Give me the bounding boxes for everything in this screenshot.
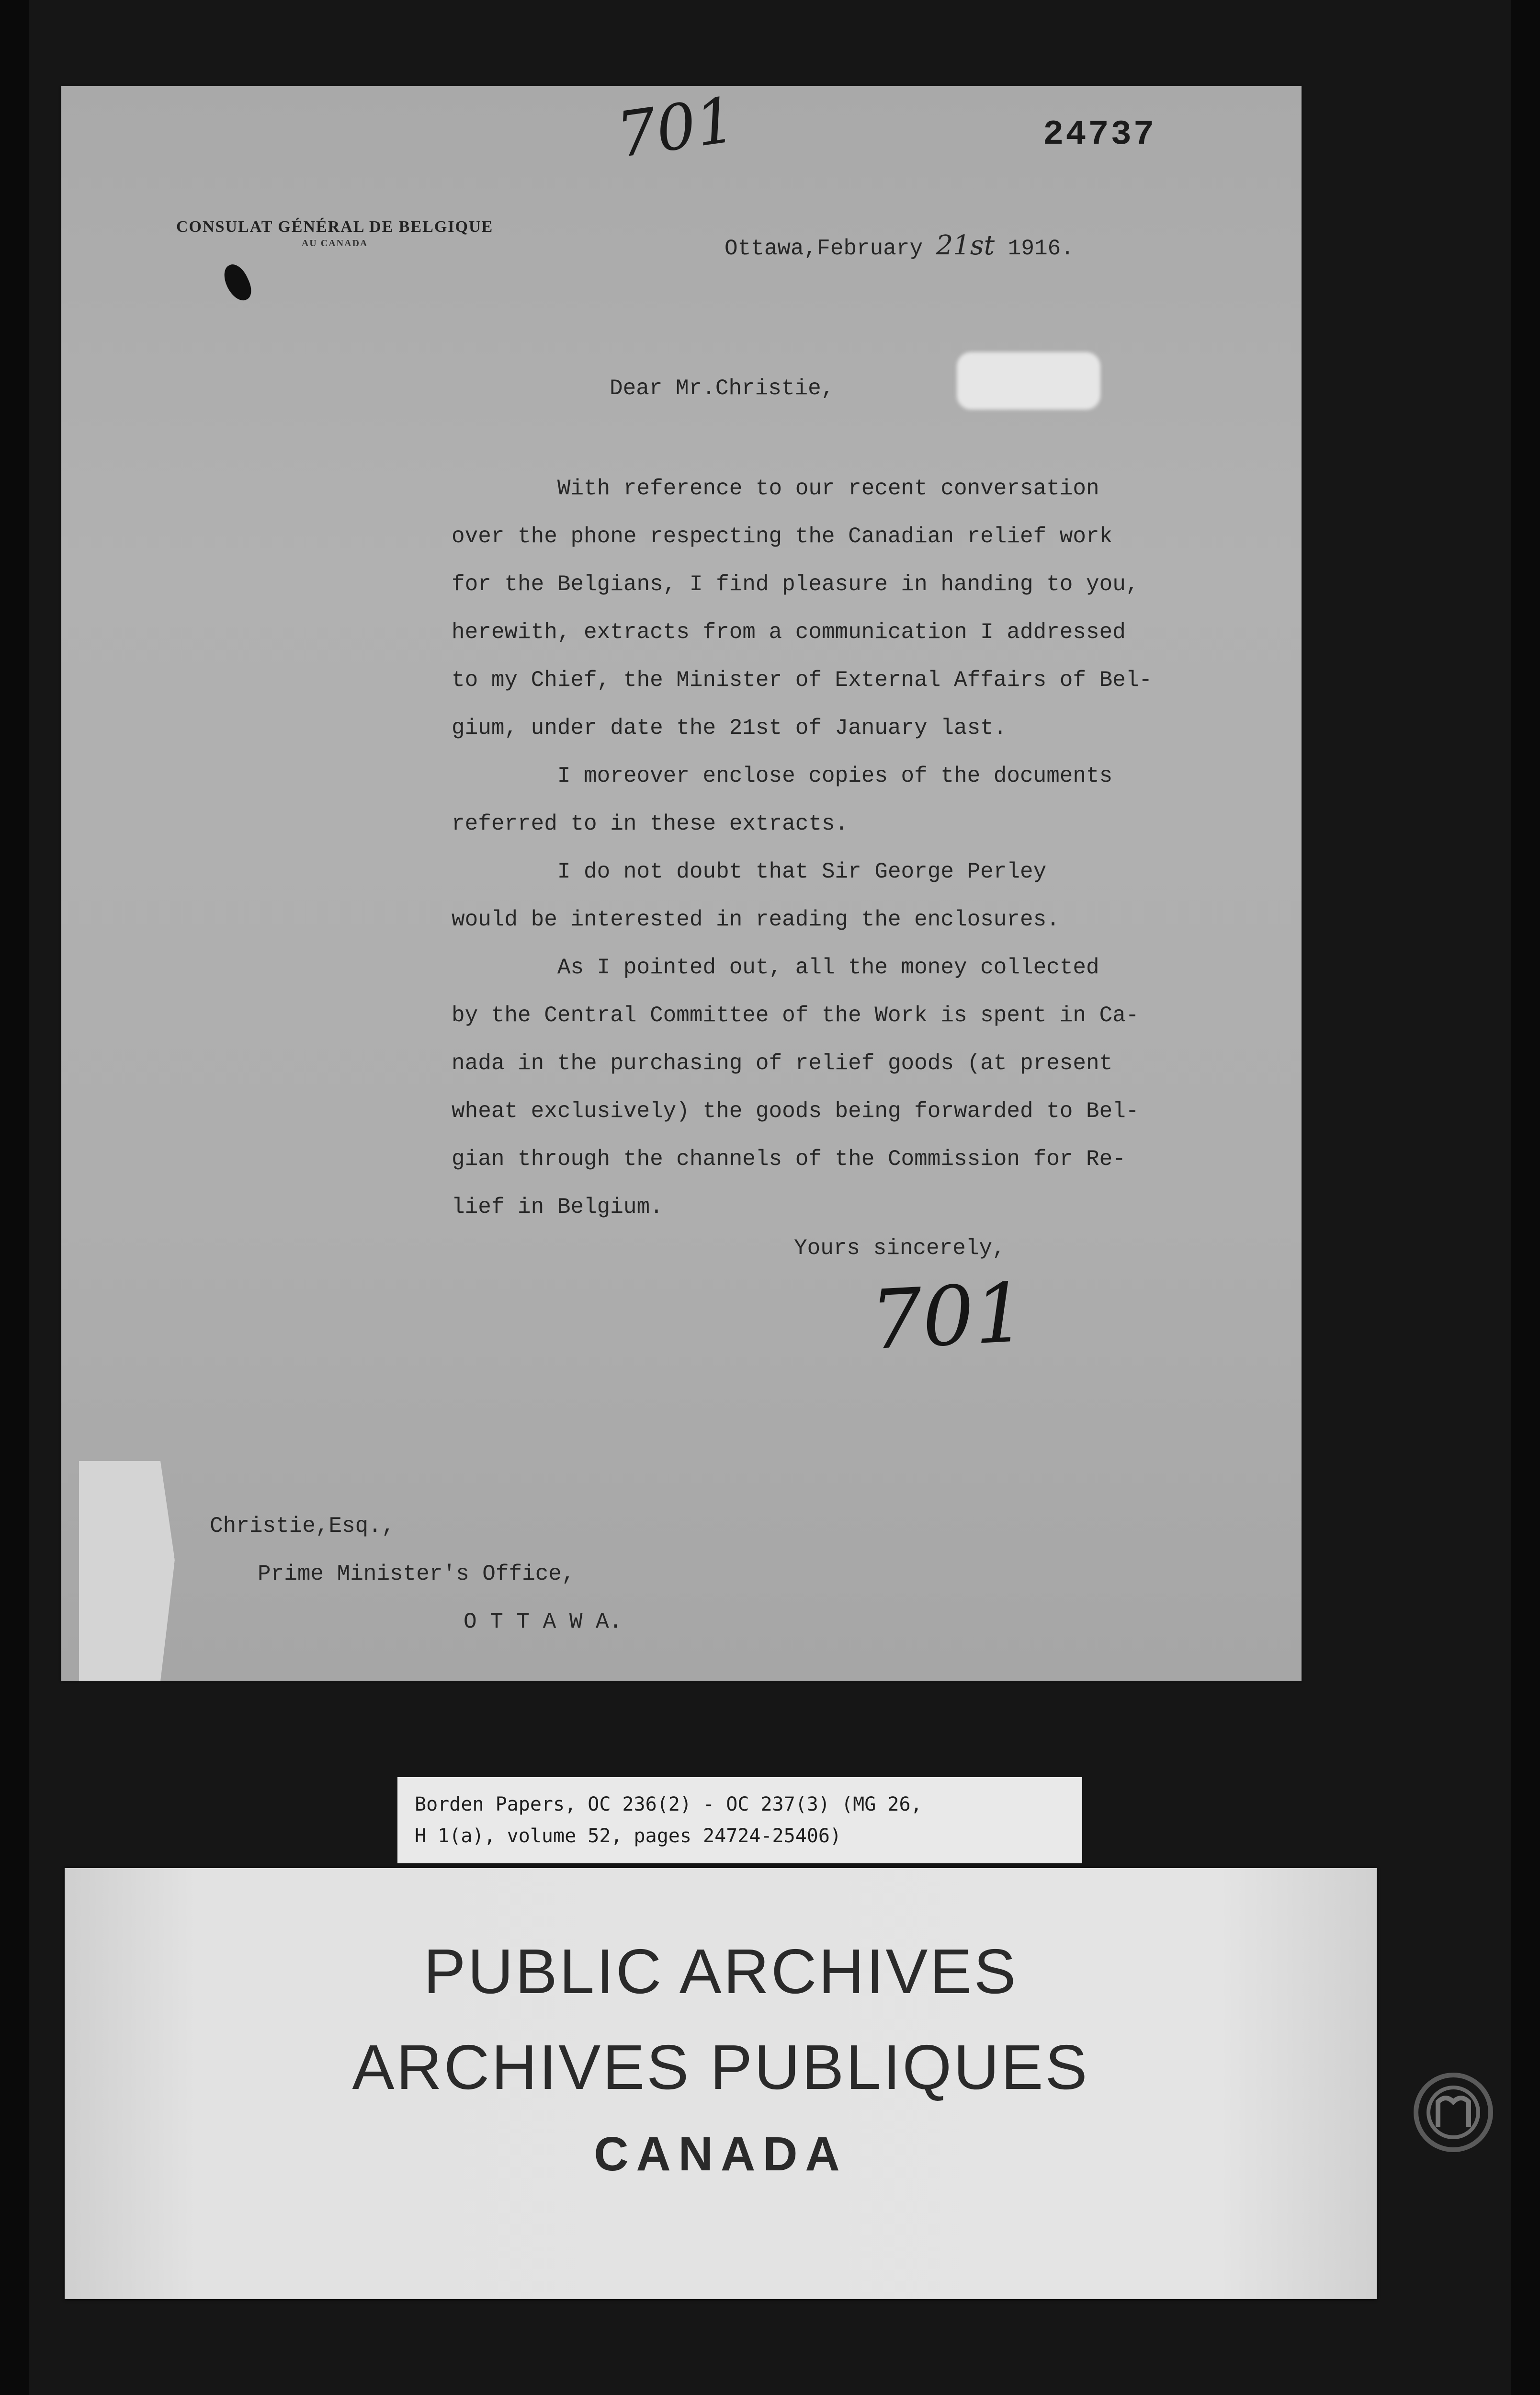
microfilm-seal-icon <box>1410 2069 1496 2156</box>
body-line: gian through the channels of the Commission for Re- <box>452 1147 1126 1172</box>
body-line: nada in the purchasing of relief goods (at present <box>452 1051 1113 1076</box>
date-prefix: Ottawa,February <box>725 236 936 261</box>
folded-paper-tab <box>79 1461 175 1681</box>
body-line: gium, under date the 21st of January last. <box>452 716 1007 741</box>
ink-blot <box>219 261 255 305</box>
body-line: I moreover enclose copies of the documents <box>452 764 1113 788</box>
body-line: lief in Belgium. <box>452 1195 663 1220</box>
page-number-stamp: 24737 <box>1043 115 1156 154</box>
archives-title-french: ARCHIVES PUBLIQUES <box>352 2032 1089 2102</box>
letterhead <box>176 218 493 249</box>
film-edge-left <box>0 0 29 2395</box>
redaction-mark <box>957 352 1100 410</box>
body-line: for the Belgians, I find pleasure in handing to you, <box>452 572 1139 597</box>
film-edge-right <box>1511 0 1540 2395</box>
body-line: by the Central Committee of the Work is spent in Ca- <box>452 1003 1139 1028</box>
letter-page <box>61 83 1302 1681</box>
letter-date <box>725 230 1074 261</box>
handwritten-signature: 701 <box>868 1265 1029 1369</box>
letter-body <box>452 465 1242 1231</box>
closing: Yours sincerely, <box>794 1236 1006 1261</box>
reference-label <box>397 1777 1082 1863</box>
handwritten-number: 701 <box>612 83 740 172</box>
date-handwritten-day: 21st <box>936 230 995 261</box>
body-line: wheat exclusively) the goods being forwarded to Bel- <box>452 1099 1139 1124</box>
address-city: O T T A W A. <box>464 1609 623 1634</box>
body-line: over the phone respecting the Canadian relief work <box>452 524 1113 549</box>
address-office: Prime Minister's Office, <box>258 1562 575 1586</box>
letterhead-country: AU CANADA <box>301 238 368 249</box>
archives-title-english: PUBLIC ARCHIVES <box>423 1936 1018 2007</box>
reference-line-1: Borden Papers, OC 236(2) - OC 237(3) (MG 26, <box>415 1793 922 1815</box>
archives-country: CANADA <box>594 2127 848 2181</box>
salutation: Dear Mr.Christie, <box>610 376 835 401</box>
body-line: With reference to our recent conversation <box>452 476 1099 501</box>
body-line: I do not doubt that Sir George Perley <box>452 859 1047 884</box>
body-line: As I pointed out, all the money collected <box>452 955 1099 980</box>
archives-card <box>65 1868 1377 2299</box>
body-line: would be interested in reading the enclosures. <box>452 907 1060 932</box>
letterhead-consulate: CONSULAT GÉNÉRAL DE BELGIQUE <box>176 218 494 236</box>
address-name: Christie,Esq., <box>210 1514 395 1539</box>
reference-line-2: H 1(a), volume 52, pages 24724-25406) <box>415 1825 842 1847</box>
body-line: referred to in these extracts. <box>452 811 849 836</box>
date-suffix: 1916. <box>995 236 1074 261</box>
body-line: to my Chief, the Minister of External Affairs of Bel- <box>452 668 1153 693</box>
body-line: herewith, extracts from a communication I addressed <box>452 620 1126 645</box>
